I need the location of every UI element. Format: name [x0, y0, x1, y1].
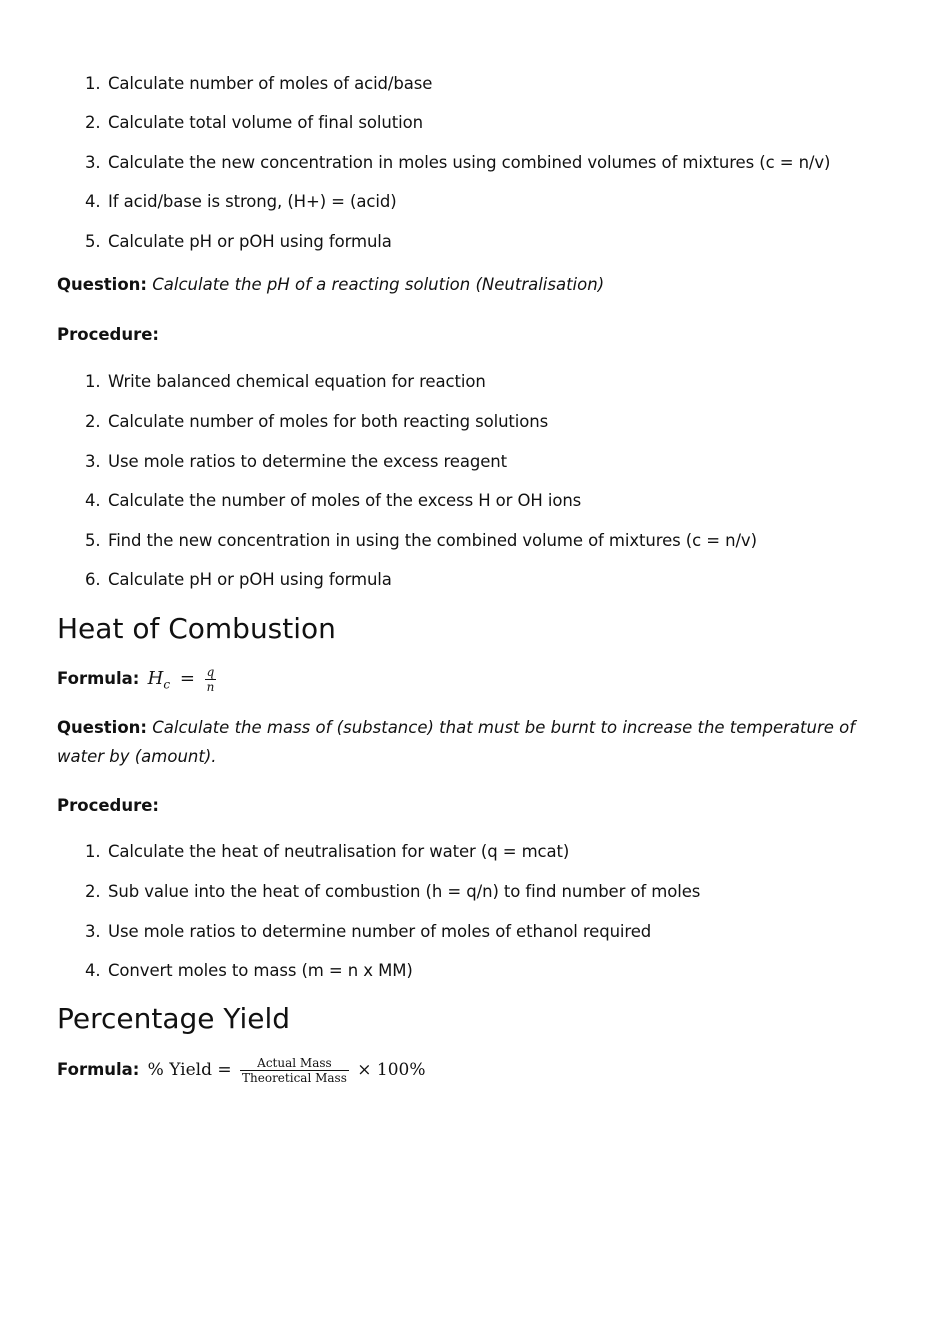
list-item: 2. Calculate total volume of final solution: [85, 113, 423, 132]
list-item: 1. Calculate the heat of neutralisation for water (q = mcat): [85, 842, 570, 861]
list-item: 5. Find the new concentration in using the combined volume of mixtures (c = n/v): [85, 531, 757, 550]
list-item: 3. Calculate the new concentration in moles using combined volumes of mixtures (c = n/v): [85, 153, 831, 172]
list-item: 3. Use mole ratios to determine number of moles of ethanol required: [85, 922, 652, 941]
section-heading-combustion: Heat of Combustion: [57, 612, 336, 645]
list-item: 4. Calculate the number of moles of the excess H or OH ions: [85, 491, 582, 510]
list-item: 6. Calculate pH or pOH using formula: [85, 570, 392, 589]
neutralisation-question: Question: Calculate the pH of a reacting solution (Neutralisation): [57, 275, 605, 294]
yield-formula: Formula: % Yield = $\frac{\text{Actual Mass}}{\text{Theoretical Mass}}$ × 100%: [57, 1056, 426, 1085]
section-heading-yield: Percentage Yield: [57, 1002, 291, 1035]
list-item: 4. Convert moles to mass (m = n x MM): [85, 961, 413, 980]
list-item: 5. Calculate pH or pOH using formula: [85, 232, 392, 251]
list-item: 1. Calculate number of moles of acid/base: [85, 74, 433, 93]
procedure-label: Procedure:: [57, 796, 160, 815]
list-item: 2. Sub value into the heat of combustion (h = q/n) to find number of moles: [85, 882, 701, 901]
procedure-label: Procedure:: [57, 325, 160, 344]
list-item: 3. Use mole ratios to determine the excess reagent: [85, 452, 508, 471]
list-item: 2. Calculate number of moles for both reacting solutions: [85, 412, 549, 431]
list-item: 4. If acid/base is strong, (H+) = (acid): [85, 192, 397, 211]
combustion-formula: Formula: $H_c$ = $\frac{q}{n}$: [57, 664, 215, 694]
list-item: 1. Write balanced chemical equation for reaction: [85, 372, 486, 391]
combustion-question: Question: Calculate the mass of (substance) that must be burnt to increase the temperature of water by (amount).: [57, 718, 856, 766]
